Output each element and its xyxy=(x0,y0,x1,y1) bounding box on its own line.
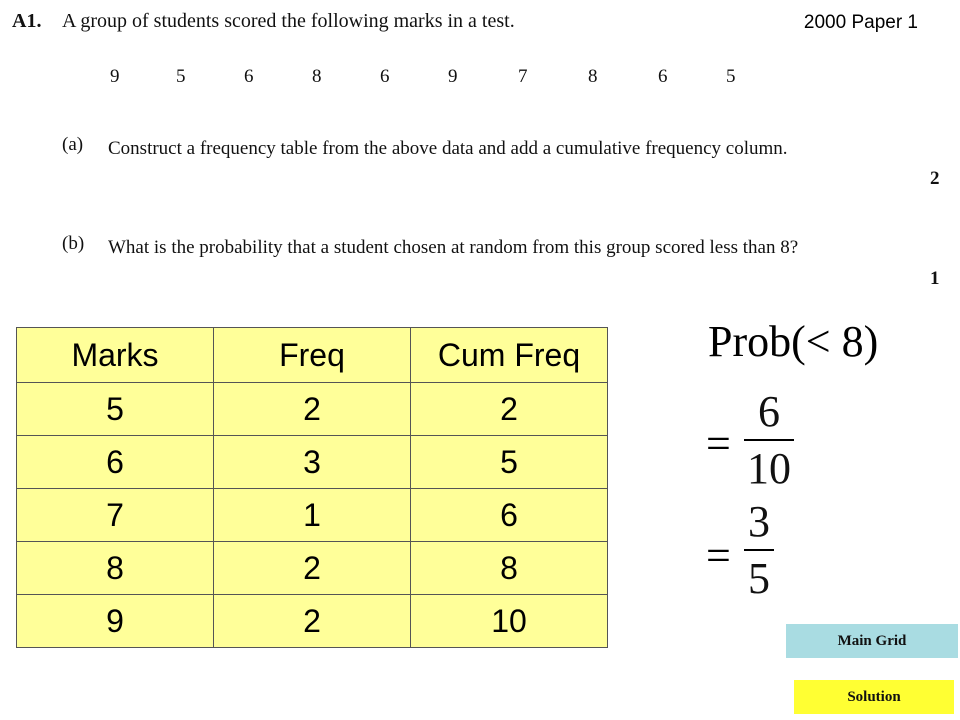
table-row xyxy=(17,542,608,595)
mark-value: 9 xyxy=(448,66,458,87)
mark-value: 6 xyxy=(380,66,390,87)
fraction-six-tenths xyxy=(744,386,794,494)
numerator: 6 xyxy=(758,387,780,436)
fraction-three-fifths xyxy=(744,496,774,604)
part-b-marks: 1 xyxy=(930,268,940,289)
header-marks: Marks xyxy=(17,328,214,383)
mark-value: 6 xyxy=(244,66,254,87)
equals-sign: = xyxy=(706,419,731,468)
paper-label: 2000 Paper 1 xyxy=(803,12,918,33)
table-row xyxy=(17,436,608,489)
solution-button[interactable]: Solution xyxy=(794,680,954,714)
cell-cum-freq: 5 xyxy=(411,436,608,489)
mark-value: 6 xyxy=(658,66,668,87)
mark-value: 7 xyxy=(518,66,528,87)
cell-marks: 7 xyxy=(17,489,214,542)
header-cum-freq: Cum Freq xyxy=(411,328,608,383)
fraction-bar xyxy=(744,549,774,551)
table-row xyxy=(17,595,608,648)
mark-value: 5 xyxy=(176,66,186,87)
cell-cum-freq: 6 xyxy=(411,489,608,542)
part-text: What is the probability that a student chosen at random from this group scored less than 8? xyxy=(108,237,799,258)
part-text: Construct a frequency table from the above data and add a cumulative frequency column. xyxy=(108,138,788,159)
part-label: (a) xyxy=(62,134,84,155)
cell-freq: 2 xyxy=(214,595,411,648)
mark-value: 8 xyxy=(588,66,598,87)
mark-value: 5 xyxy=(726,66,736,87)
fraction-bar xyxy=(744,439,794,441)
denominator: 5 xyxy=(748,554,770,603)
cell-marks: 5 xyxy=(17,383,214,436)
mark-value: 9 xyxy=(110,66,120,87)
cell-marks: 8 xyxy=(17,542,214,595)
cell-freq: 2 xyxy=(214,542,411,595)
cell-marks: 6 xyxy=(17,436,214,489)
denominator: 10 xyxy=(747,444,791,493)
numerator: 3 xyxy=(748,497,770,546)
part-a-marks: 2 xyxy=(930,168,940,189)
cell-freq: 1 xyxy=(214,489,411,542)
cell-freq: 3 xyxy=(214,436,411,489)
question-number: A1. xyxy=(12,10,42,32)
table-row xyxy=(17,383,608,436)
equals-sign: = xyxy=(706,531,731,580)
probability-expression: Prob(< 8) xyxy=(708,317,879,366)
mark-value: 8 xyxy=(312,66,322,87)
part-label: (b) xyxy=(62,233,85,254)
header-freq: Freq xyxy=(214,328,411,383)
cell-cum-freq: 10 xyxy=(411,595,608,648)
frequency-table xyxy=(16,327,608,648)
cell-marks: 9 xyxy=(17,595,214,648)
cell-freq: 2 xyxy=(214,383,411,436)
table-row xyxy=(17,489,608,542)
main-grid-button[interactable]: Main Grid xyxy=(786,624,958,658)
question-text: A group of students scored the following marks in a test. xyxy=(62,10,515,32)
cell-cum-freq: 8 xyxy=(411,542,608,595)
table-header-row xyxy=(17,328,608,383)
cell-cum-freq: 2 xyxy=(411,383,608,436)
